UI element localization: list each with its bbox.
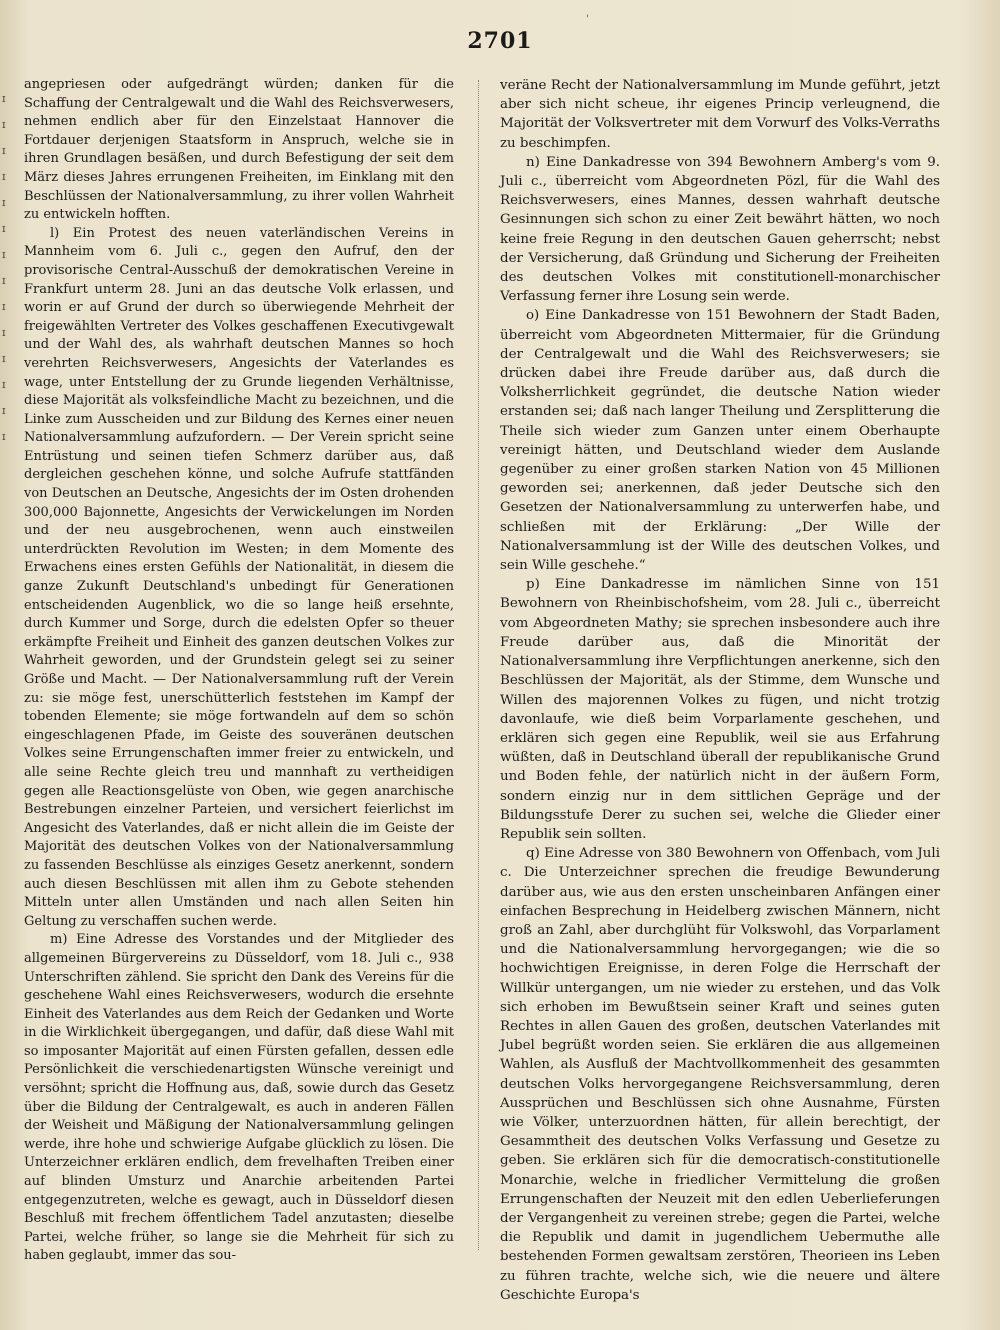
left-edge-marks: ɪ ɪ ɪ ɪ ɪ ɪ ɪ ɪ ɪ ɪ ɪ ɪ ɪ ɪ	[2, 92, 6, 443]
left-paragraph-l: l) Ein Protest des neuen vaterländischen Vereins in Mannheim vom 6. Juli c., gegen den Aufruf, den der provisorische Central-Ausschuß der demokratischen Vereine in Frankfurt unterm 28. Juni an das deutsche Volk erlassen, und worin er auf Grund der durch so überwiegende Mehrheit der freigewählten Vertreter des Volkes geschaffenen Executivgewalt und der Wahl des, als wahrhaft deutschen Mannes so hoch verehrten Reichsverwesers, Angesichts der Vaterlandes es wage, unter Entstellung der zu Grunde liegenden Verhältnisse, diese Majorität als volksfeindliche Macht zu bezeichnen, und die Linke zum Ausscheiden und zur Bildung des Kernes einer neuen Nationalversammlung aufzufordern. — Der Verein spricht seine Entrüstung und seinen tiefen Schmerz darüber aus, daß dergleichen geschehen könne, und solche Aufrufe stattfänden von Deutschen an Deutsche, Angesichts der im Osten drohenden 300,000 Bajonnette, Angesichts der Verwickelungen im Norden und der neu ausgebrochenen, wenn auch einstweilen unterdrückten Revolution im Westen; in dem Momente des Erwachens eines ersten Gefühls der Nationalität, in diesem die ganze Zukunft Deutschland's unbedingt für Generationen entscheidenden Augenblick, wo die so lange heiß ersehnte, durch Kummer und Sorge, durch die edelsten Opfer so theuer erkämpfte Freiheit und Einheit des ganzen deutschen Volkes zur Wahrheit geworden, und der Grundstein gelegt sei zu seiner Größe und Macht. — Der Nationalversammlung ruft der Verein zu: sie möge fest, unerschütterlich feststehen im Kampf der tobenden Elemente; sie möge fortwandeln auf dem so schön eingeschlagenen Pfade, im Geiste des souveränen deutschen Volkes seine Errungenschaften immer freier zu entwickeln, und alle seine Rechte gleich treu und mannhaft zu vertheidigen gegen alle Reactionsgelüste von Oben, wie gegen anarchische Bestrebungen einzelner Parteien, und versichert feierlichst im Angesicht des Vaterlandes, daß er nicht allein die im Geiste der Majorität des deutschen Volkes von der Nationalversammlung zu fassenden Beschlüsse als einziges Gesetz anerkennt, sondern auch diesen Beschlüssen mit allen ihm zu Gebote stehenden Mitteln unter allen Umständen und nach allen Seiten hin Geltung zu verschaffen suchen werde.	[24, 225, 454, 929]
right-paragraph-n: n) Eine Dankadresse von 394 Bewohnern Amberg's vom 9. Juli c., überreicht vom Abgeordneten Pözl, für die Wahl des Reichsverwesers, eines Mannes, dessen wahrhaft deutsche Gesinnungen sich schon zu einer Zeit bewährt hätten, wo noch keine freie Regung in den deutschen Gauen geherrscht; nebst der Versicherung, daß Gründung und Sicherung der Freiheiten des deutschen Volkes mit constitutionell-monarchischer Verfassung ferner ihre Losung sein werde.	[500, 154, 940, 305]
right-paragraph-o: o) Eine Dankadresse von 151 Bewohnern der Stadt Baden, überreicht vom Abgeordneten Mittermaier, für die Gründung der Centralgewalt und die Wahl des Reichsverwesers; sie drücken dabei ihre Freude darüber aus, daß durch die Volksherrlichkeit gegründet, die deutsche Nation wieder erstanden sei; daß nach langer Theilung und Zersplitterung die Theile sich wieder zum Ganzen unter einem Oberhaupte vereinigt hätten, und Deutschland wieder dem Auslande gegenüber zu einer großen starken Nation von 45 Millionen geworden sei; anerkennen, daß jeder Deutsche sich den Gesetzen der Nationalversammlung zu unterwerfen habe, und schließen mit der Erklärung: „Der Wille der Nationalversammlung ist der Wille des deutschen Volkes, und sein Wille geschehe.“	[500, 308, 940, 574]
top-mark: '	[586, 14, 589, 25]
left-paragraph-m: m) Eine Adresse des Vorstandes und der Mitglieder des allgemeinen Bürgervereins zu Düsseldorf, vom 18. Juli c., 938 Unterschriften zählend. Sie spricht den Dank des Vereins für die geschehene Wahl eines Reichsverwesers, wodurch die ersehnte Einheit des Vaterlandes aus dem Reich der Gedanken und Worte in die Wirklichkeit übergegangen, und dafür, daß diese Wahl mit so imposanter Majorität auf einen Fürsten gefallen, dessen edle Persönlichkeit die verschiedenartigsten Wünsche vereinigt und versöhnt; spricht die Hoffnung aus, daß, sowie durch das Gesetz über die Bildung der Centralgewalt, es auch in anderen Fällen der Weisheit und Mäßigung der Nationalversammlung gelingen werde, ihre hohe und schwierige Aufgabe glücklich zu lösen. Die Unterzeichner erklären endlich, dem frevelhaften Treiben einer auf blinden Umsturz und Anarchie arbeitenden Partei entgegenzutreten, welche es gewagt, auch in Düsseldorf diesen Beschluß mit frechem öffentlichem Tadel anzutasten; dieselbe Partei, welche früher, so lange sie die Mehrheit für sich zu haben geglaubt, immer das sou-	[24, 932, 454, 1264]
right-paragraph-p: p) Eine Dankadresse im nämlichen Sinne von 151 Bewohnern von Rheinbischofsheim, vom 28. Juli c., überreicht vom Abgeordneten Mathy; sie sprechen insbesondere auch ihre Freude darüber aus, daß die Minorität der Nationalversammlung ihre Verpflichtungen anerkenne, sich den Beschlüssen der Majorität, als der Stimme, dem Wunsche und Willen des majorennen Volkes zu fügen, und nicht trotzig davonlaufe, wie dieß beim Vorparlamente geschehen, und erklären sich gegen eine Republik, weil sie aus Erfahrung wüßten, daß in Deutschland überall der republikanische Grund und Boden fehle, der natürlich nicht in der äußern Form, sondern einzig nur in dem sittlichen Gepräge und der Bildungsstufe Derer zu suchen sei, welche die Glieder einer Republik sein sollten.	[500, 577, 940, 842]
page-number: 2701	[467, 28, 533, 54]
right-paragraph-q: q) Eine Adresse von 380 Bewohnern von Offenbach, vom Juli c. Die Unterzeichner sprechen die freudige Bewunderung darüber aus, wie aus den ersten unscheinbaren Anfängen einer einfachen Besprechung in Heidelberg zwischen Männern, nicht groß an Zahl, aber durchglüht für Volkswohl, das Vorparlament und die Nationalversammlung hervorgegangen; wie die so hochwichtigen Ereignisse, in deren Folge die Herrschaft der Willkür untergangen, um nie wieder zu erstehen, und das Volk sich erhoben im Bewußtsein seiner Kraft und seines guten Rechtes in allen Gauen des großen, deutschen Vaterlandes mit Jubel begrüßt worden seien. Sie erklären die aus allgemeinen Wahlen, als Ausfluß der Machtvollkommenheit des gesammten deutschen Volks hervorgegangene Reichsversammlung, deren Aussprüchen und Beschlüssen sich ohne Ausnahme, Fürsten wie Völker, unterzuordnen hätten, für allein berechtigt, der Gesammtheit des deutschen Volks Verfassung und Gesetze zu geben. Sie erklären sich für die democratisch-constitutionelle Monarchie, welche in friedlicher Vermittelung die großen Errungenschaften der Neuzeit mit den edlen Ueberlieferungen der Vergangenheit zu vereinen strebe; gegen die Partei, welche die Republik und damit in jugendlichem Uebermuthe alle bestehenden Formen gewaltsam zerstören, Theorieen ins Leben zu führen trachte, welche sich, wie die neuere und ältere Geschichte Europa's	[500, 846, 940, 1303]
right-column	[500, 76, 940, 1305]
left-paragraph-1: angepriesen oder aufgedrängt würden; danken für die Schaffung der Centralgewalt und die Wahl des Reichsverwesers, nehmen endlich aber für den Einzelstaat Hannover die Fortdauer derjenigen Staatsform in Anspruch, welche sie in ihren Grundlagen besäßen, und durch Befestigung der seit dem März dieses Jahres errungenen Freiheiten, im Einklang mit den Beschlüssen der Nationalversammlung, zu ihrer vollen Wahrheit zu entwickeln hofften.	[24, 77, 454, 223]
right-paragraph-1: veräne Recht der Nationalversammlung im Munde geführt, jetzt aber sich nicht scheue, ihr eigenes Princip verleugnend, die Majorität der Volksvertreter mit dem Vorwurf des Volks-Verraths zu beschimpfen.	[500, 78, 940, 151]
left-column	[24, 76, 454, 1266]
column-divider	[478, 80, 479, 1250]
